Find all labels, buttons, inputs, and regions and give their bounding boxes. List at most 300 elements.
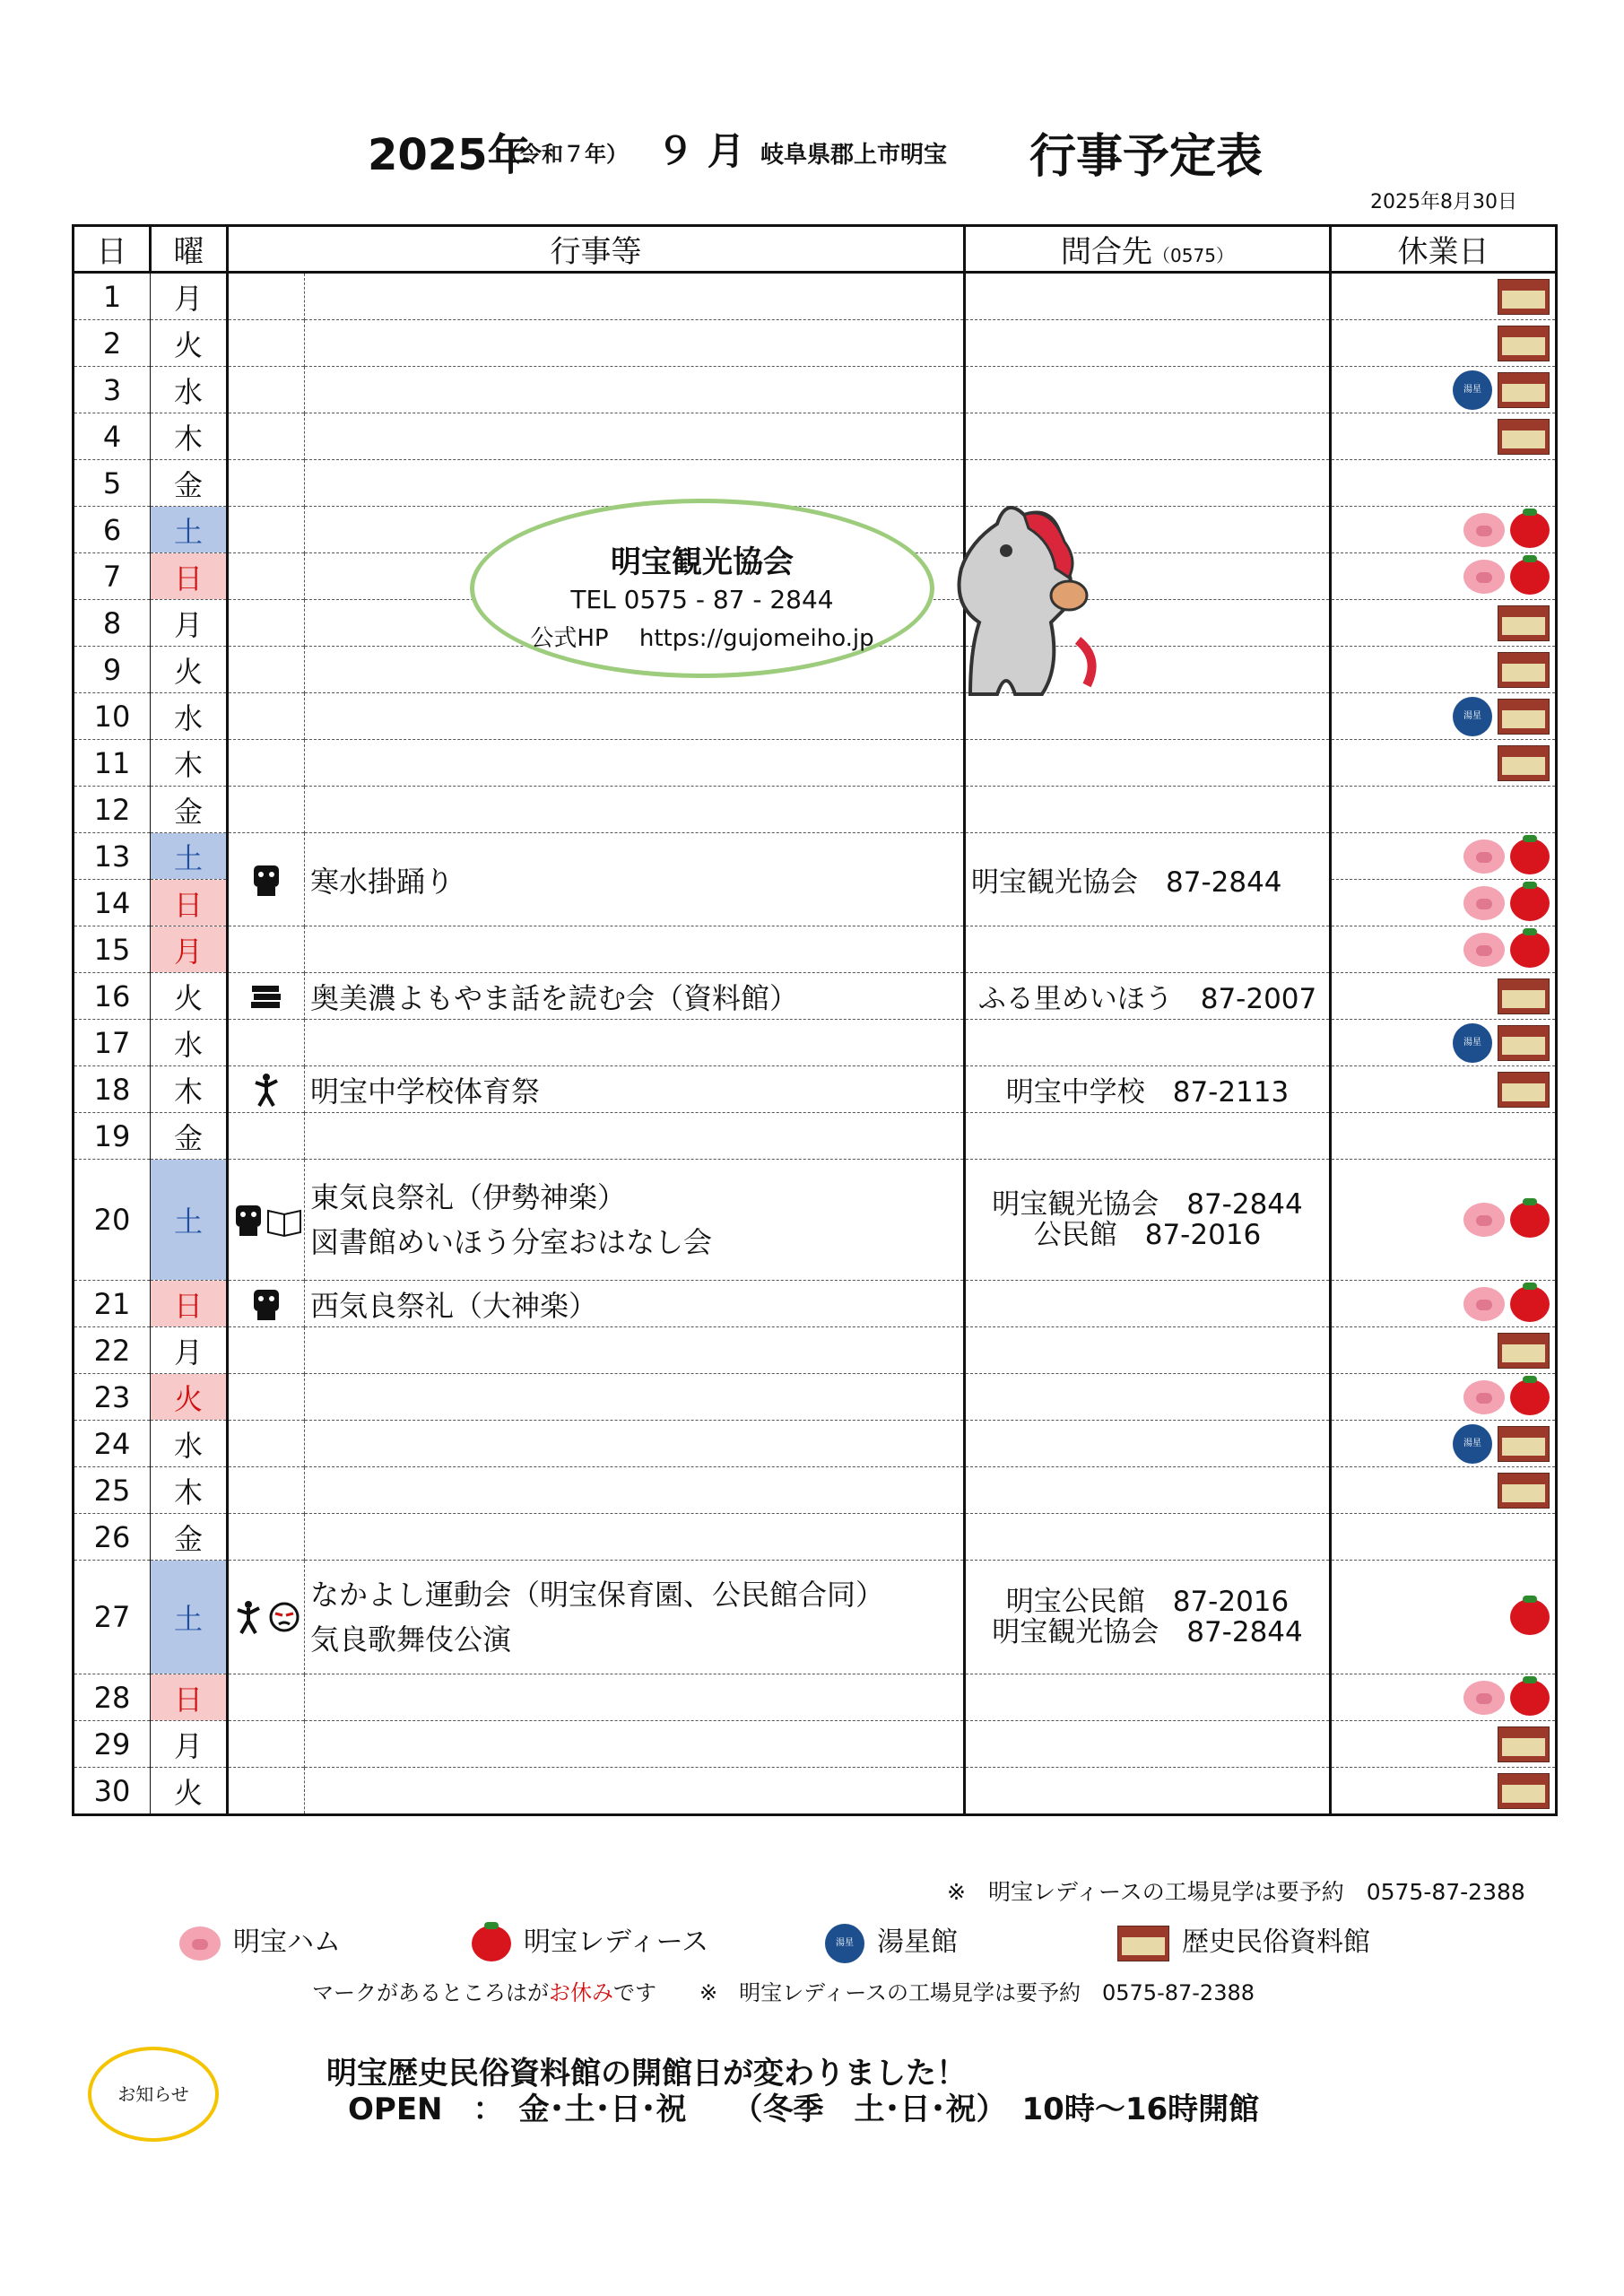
contact-cell: [965, 1467, 1331, 1514]
table-row: [74, 973, 1557, 1020]
event-icon-cell: [228, 926, 305, 973]
onsen-icon: [1453, 697, 1492, 736]
legend-ladies-label: 明宝レディース: [524, 1926, 709, 1958]
day-cell: 12: [74, 787, 151, 833]
weekday-cell: 日: [151, 1674, 228, 1721]
event-cell: [305, 413, 965, 460]
contact-cell: [965, 1066, 1331, 1113]
contact-cell: [965, 1327, 1331, 1374]
event-27a: なかよし運動会（明宝保育園、公民館合同）: [310, 1578, 885, 1612]
museum-icon: [1498, 1473, 1550, 1509]
contact-cell: [965, 787, 1331, 833]
weekday-cell: 金: [151, 1514, 228, 1561]
day-cell: 2: [74, 320, 151, 367]
contact-cell: [965, 926, 1331, 973]
legend-ham-label: 明宝ハム: [233, 1926, 341, 1958]
closed-cell: [1331, 787, 1557, 833]
museum-icon: [1498, 419, 1550, 455]
table-row: [74, 1374, 1557, 1421]
closed-cell: [1331, 740, 1557, 787]
onsen-icon: [1453, 1424, 1492, 1464]
header-row: [74, 226, 1557, 273]
contact-cell: [965, 1421, 1331, 1467]
event-cell: [305, 787, 965, 833]
header-events: 行事等: [228, 226, 965, 273]
event-cell: [305, 1374, 965, 1421]
books-icon: [248, 978, 284, 1014]
day-cell: 23: [74, 1374, 151, 1421]
legend-note-b: です ※ 明宝レディースの工場見学は要予約 0575-87-2388: [613, 1980, 1255, 2005]
legend-museum-label: 歴史民俗資料館: [1182, 1926, 1370, 1958]
tomato-icon: [1510, 1286, 1550, 1322]
table-row: [74, 367, 1557, 413]
event-icon-cell: [228, 1467, 305, 1514]
event-cell: [305, 367, 965, 413]
museum-icon: [1498, 652, 1550, 688]
tomato-icon: [1510, 1379, 1550, 1415]
event-icon-cell: [228, 1721, 305, 1768]
event-icon-cell: [228, 1327, 305, 1374]
event-icon-cell: [228, 1281, 305, 1327]
contact-cell: [965, 1768, 1331, 1815]
event-27b: 気良歌舞伎公演: [310, 1622, 512, 1657]
title-reiwa: （令和７年）: [499, 142, 628, 167]
contact-20b: 公民館 87-2016: [1033, 1219, 1262, 1251]
weekday-cell: 月: [151, 600, 228, 647]
closed-cell: [1331, 833, 1557, 880]
weekday-cell: 火: [151, 647, 228, 693]
weekday-cell: 木: [151, 413, 228, 460]
closed-cell: [1331, 553, 1557, 600]
event-cell: [305, 1066, 965, 1113]
closed-cell: [1331, 1674, 1557, 1721]
contact-13: 明宝観光協会 87-2844: [971, 866, 1282, 899]
day-cell: 27: [74, 1561, 151, 1674]
runner-icon: [248, 1072, 284, 1108]
closed-cell: [1331, 1281, 1557, 1327]
day-cell: 30: [74, 1768, 151, 1815]
closed-cell: [1331, 1768, 1557, 1815]
legend-ham: [179, 1919, 341, 1961]
tomato-icon: [1510, 932, 1550, 968]
event-18: 明宝中学校体育祭: [310, 1074, 541, 1109]
pig-icon: [1463, 886, 1505, 920]
page-title: [0, 117, 1624, 184]
weekday-cell: 火: [151, 1374, 228, 1421]
event-cell: [305, 833, 965, 926]
title-place: 岐阜県郡上市明宝: [760, 142, 948, 169]
day-cell: 7: [74, 553, 151, 600]
day-cell: 20: [74, 1160, 151, 1281]
closed-cell: [1331, 693, 1557, 740]
contact-cell: [965, 1160, 1331, 1281]
museum-icon: [1498, 1773, 1550, 1809]
pig-icon: [1463, 839, 1505, 874]
event-cell: [305, 740, 965, 787]
pig-icon: [1463, 933, 1505, 967]
museum-icon: [1498, 279, 1550, 315]
pig-icon: [179, 1926, 221, 1961]
day-cell: 5: [74, 460, 151, 507]
day-cell: 9: [74, 647, 151, 693]
museum-icon: [1498, 1726, 1550, 1762]
table-row: [74, 926, 1557, 973]
event-21: 西気良祭礼（大神楽）: [310, 1288, 598, 1323]
horse-mascot-icon: [943, 488, 1105, 703]
museum-icon: [1117, 1926, 1169, 1961]
header-contact: [965, 226, 1331, 273]
callout-name: 明宝観光協会: [611, 544, 794, 580]
day-cell: 4: [74, 413, 151, 460]
tomato-icon: [1510, 885, 1550, 921]
day-cell: 21: [74, 1281, 151, 1327]
museum-icon: [1498, 1333, 1550, 1369]
day-cell: 1: [74, 273, 151, 320]
event-cell: [305, 973, 965, 1020]
event-icon-cell: [228, 787, 305, 833]
event-icon-cell: [228, 320, 305, 367]
closed-cell: [1331, 926, 1557, 973]
table-row: [74, 1721, 1557, 1768]
day-cell: 24: [74, 1421, 151, 1467]
closed-cell: [1331, 1113, 1557, 1160]
event-cell: [305, 1327, 965, 1374]
event-cell: [305, 1674, 965, 1721]
contact-cell: [965, 1674, 1331, 1721]
event-cell: [305, 1514, 965, 1561]
contact-cell: [965, 1281, 1331, 1327]
weekday-cell: 水: [151, 1421, 228, 1467]
legend-museum: [1117, 1919, 1370, 1961]
tourism-association-callout: [470, 499, 934, 678]
event-cell: [305, 460, 965, 507]
weekday-cell: 木: [151, 740, 228, 787]
closed-cell: [1331, 600, 1557, 647]
day-cell: 17: [74, 1020, 151, 1066]
event-cell: [305, 1160, 965, 1281]
onsen-icon: [1453, 1023, 1492, 1063]
contact-27b: 明宝観光協会 87-2844: [992, 1616, 1303, 1648]
museum-icon: [1498, 1072, 1550, 1108]
weekday-cell: 土: [151, 833, 228, 880]
event-cell: [305, 1113, 965, 1160]
weekday-cell: 日: [151, 1281, 228, 1327]
closed-cell: [1331, 460, 1557, 507]
table-row: [74, 1327, 1557, 1374]
event-cell: [305, 926, 965, 973]
notice-badge: お知らせ: [88, 2047, 219, 2142]
closed-cell: [1331, 1374, 1557, 1421]
weekday-cell: 土: [151, 1160, 228, 1281]
contact-27a: 明宝公民館 87-2016: [1005, 1586, 1290, 1618]
museum-icon: [1498, 978, 1550, 1014]
tomato-icon: [1510, 559, 1550, 595]
weekday-cell: 月: [151, 926, 228, 973]
weekday-cell: 火: [151, 320, 228, 367]
table-row: [74, 1281, 1557, 1327]
table-row: [74, 1467, 1557, 1514]
lion-mask-icon: [248, 862, 284, 898]
event-icon-cell: [228, 647, 305, 693]
day-cell: 11: [74, 740, 151, 787]
factory-tour-note: ※ 明宝レディースの工場見学は要予約 0575-87-2388: [947, 1879, 1525, 1905]
event-cell: [305, 1561, 965, 1674]
museum-icon: [1498, 326, 1550, 361]
header-dow: 曜: [151, 226, 228, 273]
legend-onsen-label: 湯星館: [877, 1926, 958, 1958]
callout-hp: 公式HP https://gujomeiho.jp: [530, 625, 874, 652]
closed-cell: [1331, 1561, 1557, 1674]
event-icon-cell: [228, 553, 305, 600]
event-cell: [305, 273, 965, 320]
museum-icon: [1498, 605, 1550, 641]
museum-icon: [1498, 1025, 1550, 1061]
weekday-cell: 火: [151, 1768, 228, 1815]
event-cell: [305, 1281, 965, 1327]
day-cell: 10: [74, 693, 151, 740]
lion-mask-icon: [230, 1202, 266, 1238]
contact-cell: [965, 833, 1331, 926]
closed-cell: [1331, 320, 1557, 367]
tomato-icon: [1510, 1680, 1550, 1716]
event-icon-cell: [228, 1561, 305, 1674]
event-icon-cell: [228, 600, 305, 647]
table-row: [74, 1160, 1557, 1281]
weekday-cell: 金: [151, 1113, 228, 1160]
tomato-icon: [1510, 1599, 1550, 1635]
tomato-icon: [1510, 839, 1550, 874]
contact-cell: [965, 320, 1331, 367]
closed-cell: [1331, 1020, 1557, 1066]
table-row: [74, 833, 1557, 880]
day-cell: 15: [74, 926, 151, 973]
contact-16: ふる里めいほう 87-2007: [977, 983, 1317, 1015]
day-cell: 19: [74, 1113, 151, 1160]
legend-note-red: お休み: [549, 1980, 613, 2005]
table-row: [74, 1421, 1557, 1467]
event-13: 寒水掛踊り: [310, 864, 455, 899]
closed-cell: [1331, 647, 1557, 693]
closed-cell: [1331, 507, 1557, 553]
event-icon-cell: [228, 1768, 305, 1815]
legend: [0, 1919, 1624, 1982]
day-cell: 8: [74, 600, 151, 647]
weekday-cell: 火: [151, 973, 228, 1020]
contact-18: 明宝中学校 87-2113: [1005, 1076, 1290, 1109]
event-16: 奥美濃よもやま話を読む会（資料館）: [310, 980, 799, 1015]
pig-icon: [1463, 560, 1505, 594]
open-book-icon: [266, 1202, 302, 1238]
event-cell: [305, 1768, 965, 1815]
event-icon-cell: [228, 740, 305, 787]
day-cell: 22: [74, 1327, 151, 1374]
closed-cell: [1331, 1066, 1557, 1113]
weekday-cell: 金: [151, 460, 228, 507]
pig-icon: [1463, 1681, 1505, 1715]
table-row: [74, 413, 1557, 460]
event-icon-cell: [228, 1374, 305, 1421]
day-cell: 6: [74, 507, 151, 553]
onsen-badge-text: 湯星: [1463, 710, 1481, 721]
contact-20a: 明宝観光協会 87-2844: [992, 1188, 1303, 1221]
pig-icon: [1463, 513, 1505, 547]
announcement-line2: OPEN ： 金･土･日･祝 （冬季 土･日･祝） 10時～16時開館: [348, 2092, 1260, 2127]
contact-cell: [965, 1374, 1331, 1421]
table-row: [74, 1674, 1557, 1721]
weekday-cell: 木: [151, 1467, 228, 1514]
title-main: 行事予定表: [1029, 130, 1264, 184]
weekday-cell: 水: [151, 367, 228, 413]
table-row: [74, 787, 1557, 833]
onsen-icon: [1453, 370, 1492, 410]
weekday-cell: 金: [151, 787, 228, 833]
day-cell: 25: [74, 1467, 151, 1514]
closed-cell: [1331, 880, 1557, 926]
event-cell: [305, 1421, 965, 1467]
event-icon-cell: [228, 460, 305, 507]
museum-icon: [1498, 1426, 1550, 1462]
museum-icon: [1498, 745, 1550, 781]
tomato-icon: [1510, 1202, 1550, 1238]
closed-cell: [1331, 1514, 1557, 1561]
pig-icon: [1463, 1287, 1505, 1321]
contact-cell: [965, 973, 1331, 1020]
event-icon-cell: [228, 413, 305, 460]
legend-ladies: [472, 1919, 708, 1961]
table-row: [74, 1561, 1557, 1674]
legend-note: [312, 1975, 1255, 2006]
table-row: [74, 1020, 1557, 1066]
event-icon-cell: [228, 507, 305, 553]
header-day: 日: [74, 226, 151, 273]
event-cell: [305, 1020, 965, 1066]
kabuki-icon: [266, 1599, 302, 1635]
header-contact-label: 問合先: [1061, 234, 1153, 270]
contact-cell: [965, 413, 1331, 460]
table-row: [74, 320, 1557, 367]
onsen-badge-text: 湯星: [836, 1937, 854, 1948]
table-row: [74, 1514, 1557, 1561]
event-cell: [305, 1721, 965, 1768]
weekday-cell: 水: [151, 693, 228, 740]
table-row: [74, 740, 1557, 787]
closed-cell: [1331, 1327, 1557, 1374]
event-20a: 東気良祭礼（伊勢神楽）: [310, 1180, 627, 1214]
event-icon-cell: [228, 693, 305, 740]
legend-onsen: [825, 1919, 958, 1963]
contact-cell: [965, 1561, 1331, 1674]
lion-mask-icon: [248, 1286, 284, 1322]
event-cell: [305, 320, 965, 367]
closed-cell: [1331, 1467, 1557, 1514]
day-cell: 28: [74, 1674, 151, 1721]
header-contact-code: （0575）: [1152, 245, 1234, 266]
day-cell: 3: [74, 367, 151, 413]
table-row: [74, 1066, 1557, 1113]
event-icon-cell: [228, 367, 305, 413]
callout-tel: TEL 0575 - 87 - 2844: [570, 585, 834, 614]
event-icon-cell: [228, 1421, 305, 1467]
tomato-icon: [472, 1926, 511, 1961]
event-icon-cell: [228, 273, 305, 320]
announcement-line1: 明宝歴史民俗資料館の開館日が変わりました！: [326, 2056, 967, 2092]
pig-icon: [1463, 1380, 1505, 1414]
legend-note-a: マークがあるところはが: [312, 1980, 549, 2005]
day-cell: 14: [74, 880, 151, 926]
closed-cell: [1331, 413, 1557, 460]
weekday-cell: 水: [151, 1020, 228, 1066]
closed-cell: [1331, 1160, 1557, 1281]
issue-date: 2025年8月30日: [1370, 191, 1517, 213]
event-icon-cell: [228, 833, 305, 926]
event-icon-cell: [228, 1674, 305, 1721]
day-cell: 13: [74, 833, 151, 880]
event-icon-cell: [228, 1113, 305, 1160]
weekday-cell: 月: [151, 1327, 228, 1374]
event-cell: [305, 693, 965, 740]
onsen-icon: [825, 1924, 864, 1963]
closed-cell: [1331, 973, 1557, 1020]
contact-cell: [965, 1721, 1331, 1768]
museum-icon: [1498, 372, 1550, 408]
closed-cell: [1331, 1721, 1557, 1768]
title-year: 2025年: [368, 130, 531, 180]
schedule-table: [72, 224, 1558, 1816]
contact-cell: [965, 367, 1331, 413]
onsen-badge-text: 湯星: [1463, 1037, 1481, 1048]
runner-icon: [230, 1599, 266, 1635]
event-icon-cell: [228, 973, 305, 1020]
closed-cell: [1331, 367, 1557, 413]
table-row: [74, 693, 1557, 740]
contact-cell: [965, 1514, 1331, 1561]
event-icon-cell: [228, 1514, 305, 1561]
table-row: [74, 460, 1557, 507]
day-cell: 26: [74, 1514, 151, 1561]
event-icon-cell: [228, 1066, 305, 1113]
header-closed: 休業日: [1331, 226, 1557, 273]
table-row: [74, 1113, 1557, 1160]
contact-cell: [965, 1020, 1331, 1066]
weekday-cell: 月: [151, 273, 228, 320]
schedule-body: [74, 273, 1557, 1815]
title-month: ９ 月: [656, 129, 745, 173]
event-icon-cell: [228, 1160, 305, 1281]
table-row: [74, 1768, 1557, 1815]
contact-cell: [965, 273, 1331, 320]
weekday-cell: 土: [151, 507, 228, 553]
contact-cell: [965, 1113, 1331, 1160]
closed-cell: [1331, 273, 1557, 320]
weekday-cell: 日: [151, 880, 228, 926]
day-cell: 16: [74, 973, 151, 1020]
event-cell: [305, 1467, 965, 1514]
weekday-cell: 日: [151, 553, 228, 600]
day-cell: 18: [74, 1066, 151, 1113]
table-row: [74, 273, 1557, 320]
onsen-badge-text: 湯星: [1463, 384, 1481, 395]
day-cell: 29: [74, 1721, 151, 1768]
weekday-cell: 木: [151, 1066, 228, 1113]
tomato-icon: [1510, 512, 1550, 548]
event-20b: 図書館めいほう分室おはなし会: [310, 1225, 713, 1259]
museum-icon: [1498, 699, 1550, 735]
contact-cell: [965, 740, 1331, 787]
closed-cell: [1331, 1421, 1557, 1467]
weekday-cell: 土: [151, 1561, 228, 1674]
pig-icon: [1463, 1203, 1505, 1237]
onsen-badge-text: 湯星: [1463, 1438, 1481, 1448]
